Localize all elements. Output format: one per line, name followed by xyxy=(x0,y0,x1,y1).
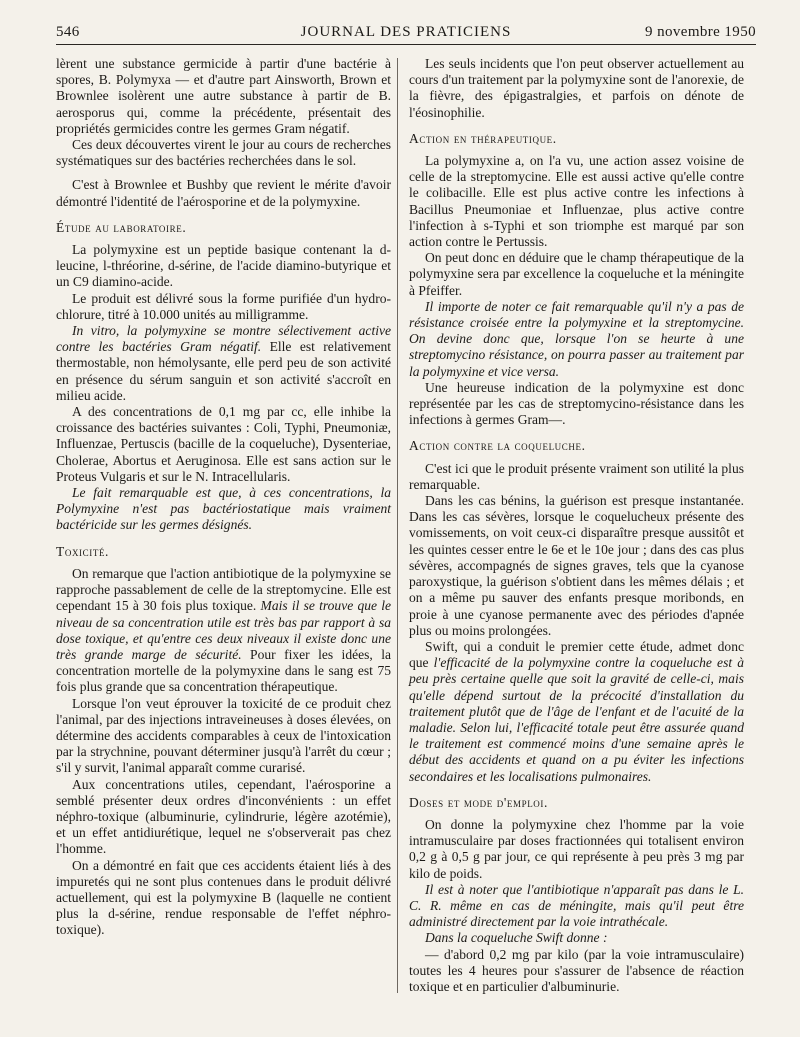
section-heading: Étude au laboratoire. xyxy=(56,219,187,235)
text: Elle est relativement thermostable, non hémolysante, elle perd peu de son activité en présence du sérum sanguin et son activité s'accroît en milieu acide. xyxy=(56,339,391,403)
paragraph: Dans les cas bénins, la guérison est presque instantanée. Dans les cas sévères, lorsque le coquelucheux présente des vomissements, on voit ceux-ci disparaître presque aussitôt et les quintes cesser entre le 6e et le 10e jour ; dans des cas plus sévères, accompagnés de signes graves, tels que la cyanose paroxystique, la guérison s'obtient dans les mêmes délais ; et on a même pu sauver des enfants presque moribonds, en proie à une cyanose permanente avec des périodes d'apnée plus ou moins prolongées. xyxy=(409,493,744,638)
paragraph: Une heureuse indication de la polymyxine est donc représentée par les cas de streptomycino-résistance dans les infections à germes Gram—. xyxy=(409,379,744,428)
paragraph: La polymyxine a, on l'a vu, une action assez voisine de celle de la streptomycine. Elle est aussi active qu'elle contre le colibacille. Elle est plus active contre les infections à Bacillus Pneumoniae et Influenzae, plus active contre l'infection à s-Typhi et son triomphe est marqué par son action contre le Pertussis. xyxy=(409,153,744,250)
section-heading: Toxicité. xyxy=(56,543,110,559)
paragraph: Le fait remarquable est que, à ces concentrations, la Polymyxine n'est pas bactériostatique mais vraiment bactéricide sur les germes désignés. xyxy=(56,485,391,533)
paragraph: C'est ici que le produit présente vraiment son utilité la plus remarquable. xyxy=(409,460,744,492)
paragraph: Aux concentrations utiles, cependant, l'aérosporine a semblé présenter deux ordres d'inconvénients : un effet néphro-toxique (albuminurie, cylindrurie, légère azotémie), et un effet antidiurétique, lequel ne s'observerait pas chez l'homme. xyxy=(56,776,391,857)
paragraph: On a démontré en fait que ces accidents étaient liés à des impuretés qui ne sont plus contenues dans le produit délivré actuellement, qui est la polymyxine B (laquelle ne contient plus la d-sérine, rendue responsable de l'effet néphro-toxique). xyxy=(56,857,391,938)
paragraph: Le produit est délivré sous la forme purifiée d'un hydro-chlorure, titré à 10.000 unités au milligramme. xyxy=(56,290,391,322)
italic-text: l'efficacité de la polymyxine contre la coqueluche est à peu près certaine quelle que soit la gravité de celle-ci, mais qu'elle dépend surtout de la précocité d'installation du traitement plutôt que de l'âge de l'enfant et de l'acuité de la maladie. Selon lui, l'efficacité totale peut être assurée quand le traitement est commencé moins d'une semaine après le début des accidents et quand on a pu éviter les infections secondaires et les localisations pulmonaires. xyxy=(409,655,744,784)
section-heading: Action contre la coqueluche. xyxy=(409,438,586,454)
text: Pour fixer les idées, la concentration mortelle de la polymyxine dans le sang est 75 fois plus grande que sa concentration thérapeutique. xyxy=(56,646,391,695)
page-header xyxy=(56,22,756,44)
italic-text: Mais il se trouve que le niveau de sa concentration utile est très bas par rapport à sa dose toxique, et qu'entre ces deux niveaux il existe donc une très grande marge de sécurité. xyxy=(56,598,392,662)
paragraph: A des concentrations de 0,1 mg par cc, elle inhibe la croissance des bactéries suivantes : Coli, Typhi, Pneumoniæ, Influenzae, Pertuscis (bacille de la coqueluche), Dysenteriae, Cholerae, Abortus et Aeruginosa. Elle est sans action sur le Proteus Vulgaris et sur le N. Intracellularis. xyxy=(56,404,391,484)
journal-title: JOURNAL DES PRATICIENS xyxy=(300,24,512,40)
paragraph: Il importe de noter ce fait remarquable qu'il n'y a pas de résistance croisée entre la polymyxine et la streptomycine. On devine donc que, lorsque l'on se heurte à une streptomycino résistance, on pourra passer au traitement par la polymyxine et vice versa. xyxy=(409,298,744,379)
text: On remarque que l'action antibiotique de la polymyxine se rapproche passablement de celle de la streptomycine. Elle est cependant 15 à 30 fois plus toxique. xyxy=(56,565,391,614)
text: Swift, qui a conduit le premier cette étude, admet donc que xyxy=(409,638,744,671)
paragraph xyxy=(56,323,391,404)
paragraph: Les seuls incidents que l'on peut observer actuellement au cours d'un traitement par la polymyxine sont de l'anorexie, de la fièvre, des épigastralgies, et parfois on dénote de l'éosinophilie. xyxy=(409,56,744,120)
paragraph: Lorsque l'on veut éprouver la toxicité de ce produit chez l'animal, par des injections intraveineuses à doses élevées, on détermine des accidents comparables à ceux de l'intoxication par la strychnine, pouvant déterminer jusqu'à l'arrêt du cœur ; s'il y survit, l'animal apparaît comme curarisé. xyxy=(56,695,391,776)
section-heading: Action en thérapeutique. xyxy=(409,130,557,146)
paragraph: On peut donc en déduire que le champ thérapeutique de la polymyxine sera par excellence la coqueluche et la méningite à Pfeiffer. xyxy=(409,250,744,298)
right-column xyxy=(409,56,744,995)
italic-text: In vitro, la polymyxine se montre sélectivement active contre les bactéries Gram négatif. xyxy=(56,323,391,355)
section-heading: Doses et mode d'emploi. xyxy=(409,794,548,810)
paragraph xyxy=(409,639,744,785)
paragraph: — d'abord 0,2 mg par kilo (par la voie intramusculaire) toutes les 4 heures pour s'assurer de l'absence de réaction toxique et en particulier d'albuminurie. xyxy=(409,946,744,994)
page-number: 546 xyxy=(56,24,80,40)
column-divider xyxy=(397,58,398,993)
paragraph: lèrent une substance germicide à partir d'une bactérie à spores, B. Polymyxa — et d'autre part Ainsworth, Brown et Brownlee isolèrent une autre substance à partir de B. aerosporus qui, comme la précédente, présentait des propriétés germicides contre les germes Gram négatif. xyxy=(56,56,391,136)
paragraph: On donne la polymyxine chez l'homme par la voie intramusculaire par doses fractionnées qui totalisent environ 0,2 g à 0,5 g par jour, ce qui représente à peu près 3 mg par kilo de poids. xyxy=(409,816,744,881)
paragraph: Ces deux découvertes virent le jour au cours de recherches systématiques sur des bactéries recherchées dans le sol. xyxy=(56,137,391,169)
paragraph xyxy=(56,566,391,696)
paragraph: La polymyxine est un peptide basique contenant la d-leucine, l-thréorine, d-sérine, de l'acide diamino-butyrique et un C9 diamino-acide. xyxy=(56,242,391,290)
paragraph: Dans la coqueluche Swift donne : xyxy=(425,930,608,946)
issue-date: 9 novembre 1950 xyxy=(645,24,756,40)
left-column xyxy=(56,56,391,939)
paragraph: Il est à noter que l'antibiotique n'apparaît pas dans le L. C. R. même en cas de méningite, mais qu'il peut être administré directement par la voie intrathécale. xyxy=(409,881,744,930)
header-rule xyxy=(56,44,756,45)
paragraph: C'est à Brownlee et Bushby que revient le mérite d'avoir démontré l'identité de l'aérosporine et de la polymyxine. xyxy=(56,177,391,209)
